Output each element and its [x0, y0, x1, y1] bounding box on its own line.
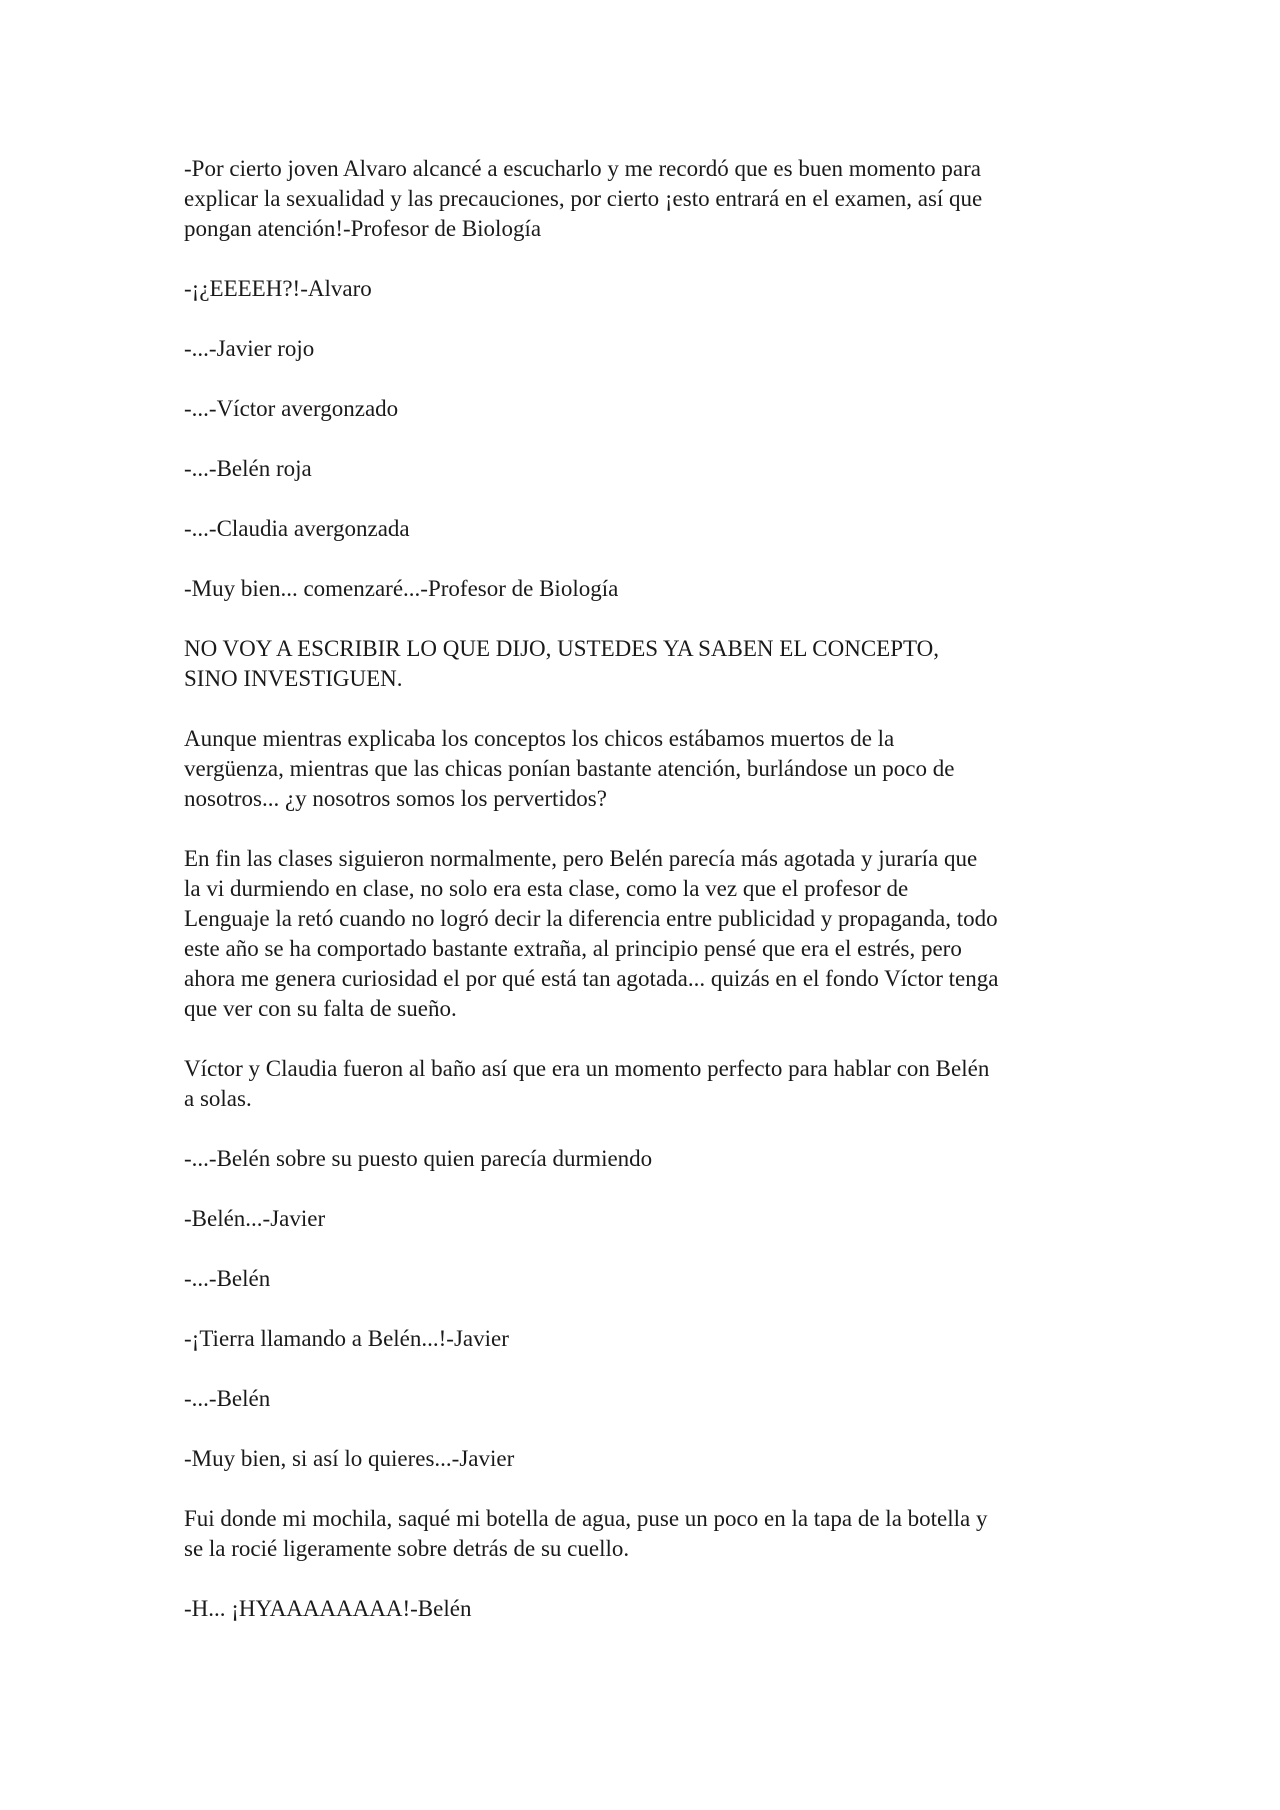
text-line: -Muy bien... comenzaré...-Profesor de Biología — [184, 576, 619, 601]
paragraph — [184, 724, 1104, 814]
text-line: ahora me genera curiosidad el por qué está tan agotada... quizás en el fondo Víctor tenga — [184, 966, 999, 991]
text-line: -Por cierto joven Alvaro alcancé a escucharlo y me recordó que es buen momento para — [184, 156, 982, 181]
text-line: Aunque mientras explicaba los conceptos los chicos estábamos muertos de la — [184, 726, 895, 751]
paragraph — [184, 1504, 1104, 1564]
text-line: -H... ¡HYAAAAAAAA!-Belén — [184, 1596, 472, 1621]
paragraph — [184, 844, 1104, 1024]
dialogue-line — [184, 1384, 1104, 1414]
text-line: -...-Claudia avergonzada — [184, 516, 410, 541]
text-line: vergüenza, mientras que las chicas ponían bastante atención, burlándose un poco de — [184, 756, 955, 781]
text-line: -¡Tierra llamando a Belén...!-Javier — [184, 1326, 509, 1351]
paragraph — [184, 154, 1104, 244]
text-line: -...-Belén sobre su puesto quien parecía durmiendo — [184, 1146, 653, 1171]
text-line: -Belén...-Javier — [184, 1206, 326, 1231]
text-line: -...-Belén — [184, 1266, 271, 1291]
text-line: -...-Belén — [184, 1386, 271, 1411]
text-line: pongan atención!-Profesor de Biología — [184, 216, 542, 241]
text-line: se la rocié ligeramente sobre detrás de su cuello. — [184, 1536, 630, 1561]
text-line: que ver con su falta de sueño. — [184, 996, 457, 1021]
text-line: -...-Víctor avergonzado — [184, 396, 399, 421]
dialogue-line — [184, 514, 1104, 544]
dialogue-line — [184, 1144, 1104, 1174]
text-line: -...-Belén roja — [184, 456, 312, 481]
document-page — [184, 154, 1104, 1654]
text-line: NO VOY A ESCRIBIR LO QUE DIJO, USTEDES YA SABEN EL CONCEPTO, — [184, 636, 940, 661]
dialogue-line — [184, 574, 1104, 604]
dialogue-line — [184, 454, 1104, 484]
dialogue-line — [184, 274, 1104, 304]
dialogue-line — [184, 1204, 1104, 1234]
text-line: Fui donde mi mochila, saqué mi botella de agua, puse un poco en la tapa de la botella y — [184, 1506, 988, 1531]
dialogue-line — [184, 394, 1104, 424]
text-line: Lenguaje la retó cuando no logró decir la diferencia entre publicidad y propaganda, todo — [184, 906, 998, 931]
text-line: explicar la sexualidad y las precauciones, por cierto ¡esto entrará en el examen, así que — [184, 186, 983, 211]
text-line: -...-Javier rojo — [184, 336, 315, 361]
dialogue-line — [184, 334, 1104, 364]
text-line: Víctor y Claudia fueron al baño así que era un momento perfecto para hablar con Belén — [184, 1056, 990, 1081]
text-line: -¡¿EEEEH?!-Alvaro — [184, 276, 372, 301]
text-line: -Muy bien, si así lo quieres...-Javier — [184, 1446, 515, 1471]
text-line: nosotros... ¿y nosotros somos los pervertidos? — [184, 786, 607, 811]
text-line: a solas. — [184, 1086, 252, 1111]
paragraph — [184, 634, 1104, 694]
dialogue-line — [184, 1594, 1104, 1624]
paragraph — [184, 1054, 1104, 1114]
dialogue-line — [184, 1444, 1104, 1474]
dialogue-line — [184, 1324, 1104, 1354]
text-line: SINO INVESTIGUEN. — [184, 666, 403, 691]
text-line: la vi durmiendo en clase, no solo era esta clase, como la vez que el profesor de — [184, 876, 909, 901]
text-line: En fin las clases siguieron normalmente, pero Belén parecía más agotada y juraría que — [184, 846, 978, 871]
text-line: este año se ha comportado bastante extraña, al principio pensé que era el estrés, pero — [184, 936, 962, 961]
dialogue-line — [184, 1264, 1104, 1294]
